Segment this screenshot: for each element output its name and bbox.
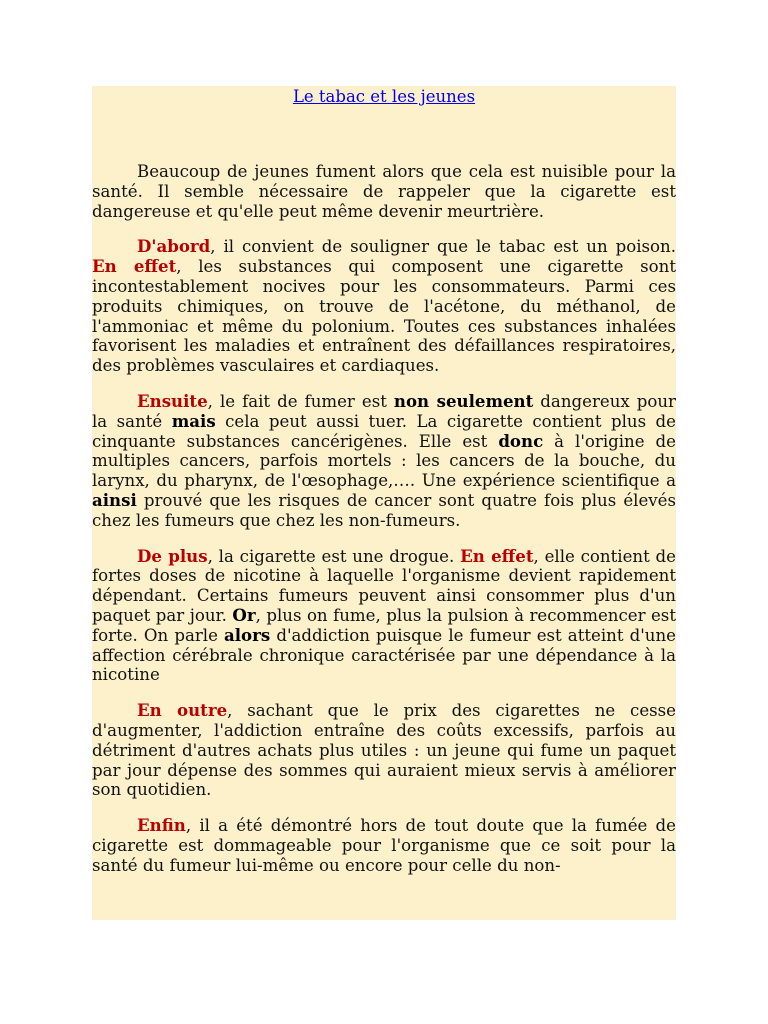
paragraph-text: prouvé que les risques de cancer sont quatre fois plus élevés chez les fumeurs que chez les non-fumeurs. bbox=[92, 490, 676, 530]
document-title bbox=[92, 86, 676, 162]
paragraph-enfin bbox=[92, 816, 676, 875]
connector-word: En effet bbox=[460, 545, 534, 566]
paragraph-intro bbox=[92, 162, 676, 221]
paragraph-text: Beaucoup de jeunes fument alors que cela est nuisible pour la santé. Il semble nécessaire de rappeler que la cigarette est dangereuse et qu'elle peut même devenir meurtrière. bbox=[92, 162, 676, 221]
paragraph-text: , le fait de fumer est bbox=[207, 391, 394, 411]
document-page bbox=[92, 86, 676, 920]
paragraph-text: , les substances qui composent une cigarette sont incontestablement nocives pour les consommateurs. Parmi ces produits chimiques, on trouve de l'acétone, du méthanol, de l'ammoniac et même du polonium. Toutes ces substances inhalées favorisent les maladies et entraînent des défaillances respiratoires, des problèmes vasculaires et cardiaques. bbox=[92, 257, 676, 376]
paragraph-text: , elle contient de fortes doses de nicotine à laquelle l'organisme devient rapidement dépendant. Certains fumeurs peuvent ainsi consommer plus d'un paquet par jour. bbox=[92, 546, 676, 625]
connector-word: Ensuite bbox=[137, 390, 208, 411]
connector-word: D'abord bbox=[137, 236, 211, 257]
paragraph-en-outre bbox=[92, 701, 676, 800]
bold-word: non seulement bbox=[393, 390, 534, 411]
bold-word: ainsi bbox=[92, 489, 137, 510]
paragraph-text: , il convient de souligner que le tabac est un poison. bbox=[210, 237, 676, 257]
title-link[interactable]: Le tabac et les jeunes bbox=[292, 87, 476, 106]
paragraph-text: dangereux pour la santé bbox=[92, 391, 676, 431]
paragraph-ensuite bbox=[92, 392, 676, 531]
paragraph-text: cela peut aussi tuer. La cigarette contient plus de cinquante substances cancérigènes. Elle est bbox=[92, 411, 676, 451]
bold-word: Or bbox=[232, 604, 256, 625]
bold-word: alors bbox=[224, 624, 271, 645]
paragraph-text: , il a été démontré hors de tout doute que la fumée de cigarette est dommageable pour l'organisme que ce soit pour la santé du fumeur lui-même ou encore pour celle du non- bbox=[92, 816, 676, 875]
paragraph-dabord bbox=[92, 237, 676, 376]
paragraph-text: , la cigarette est une drogue. bbox=[207, 546, 461, 566]
connector-word: En effet bbox=[92, 256, 177, 277]
connector-word: Enfin bbox=[137, 815, 186, 836]
connector-word: De plus bbox=[137, 545, 208, 566]
paragraph-text: , plus on fume, plus la pulsion à recommencer est forte. On parle bbox=[92, 605, 676, 645]
connector-word: En outre bbox=[137, 700, 228, 721]
paragraph-text: à l'origine de multiples cancers, parfois mortels : les cancers de la bouche, du larynx, du pharynx, de l'œsophage,…. Une expérience scientifique a bbox=[92, 431, 676, 491]
paragraph-de-plus bbox=[92, 547, 676, 686]
paragraph-text: , sachant que le prix des cigarettes ne cesse d'augmenter, l'addiction entraîne des coûts excessifs, parfois au détriment d'autres achats plus utiles : un jeune qui fume un paquet par jour dépense des sommes qui auraient mieux servis à améliorer son quotidien. bbox=[92, 701, 676, 800]
bold-word: mais bbox=[171, 410, 216, 431]
paragraph-text: d'addiction puisque le fumeur est atteint d'une affection cérébrale chronique caractérisée par une dépendance à la nicotine bbox=[92, 625, 676, 685]
bold-word: donc bbox=[498, 430, 544, 451]
